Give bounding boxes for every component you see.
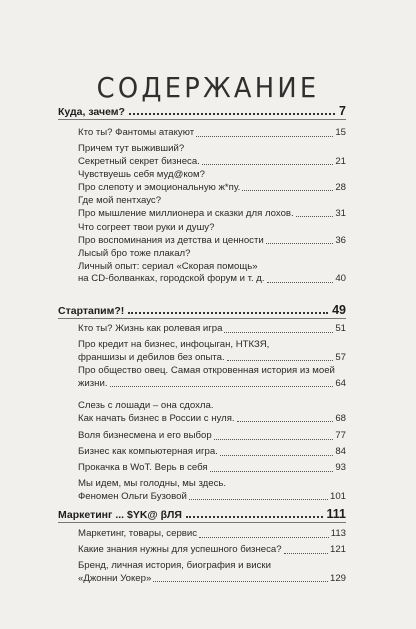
entry-text: Как начать бизнес в России с нуля.	[78, 412, 235, 424]
entry-line	[78, 446, 346, 459]
entry-line	[78, 208, 346, 221]
toc-entry[interactable]	[78, 365, 346, 390]
toc-entry[interactable]	[78, 169, 346, 194]
entry-text: Кто ты? Фантомы атакуют	[78, 127, 195, 138]
entry-text: Феномен Ольги Бузовой	[78, 490, 187, 502]
entry-line	[78, 273, 346, 286]
entry-line	[78, 573, 346, 586]
dot-leader	[242, 190, 333, 191]
entry-line: Слезь с лошади – она сдохла.	[78, 400, 214, 411]
toc-entry[interactable]	[78, 195, 346, 220]
entry-page-number: 129	[329, 572, 346, 584]
entry-text: Маркетинг, товары, сервис	[78, 528, 198, 539]
dot-leader	[199, 537, 329, 538]
entry-text: «Джонни Уокер»	[78, 572, 152, 584]
entry-line: Лысый бро тоже плакал?	[78, 248, 191, 259]
entry-line	[78, 462, 346, 475]
entry-text: Про воспоминания из детства и ценности	[78, 234, 264, 246]
entry-line	[78, 491, 346, 504]
toc-entry[interactable]	[78, 248, 346, 286]
dot-leader	[266, 243, 334, 244]
dot-leader	[196, 136, 333, 137]
entry-text: Секретный секрет бизнеса.	[78, 155, 200, 167]
entry-page-number: 36	[335, 234, 346, 246]
entry-line	[78, 323, 346, 336]
entry-line	[78, 182, 346, 195]
toc-entry[interactable]	[78, 446, 346, 459]
entry-line: Что согреет твои руки и душу?	[78, 222, 215, 233]
chapter-rule	[58, 522, 346, 523]
entry-line	[78, 378, 346, 391]
chapter-page-number: 49	[332, 303, 346, 317]
entry-line: Про кредит на бизнес, инфоцыган, НТКЗЯ,	[78, 339, 270, 350]
entry-page-number: 28	[335, 181, 346, 193]
entry-page-number: 101	[329, 490, 346, 502]
dot-leader	[220, 455, 334, 456]
toc-entry[interactable]	[78, 323, 346, 336]
dot-leader	[224, 332, 333, 333]
chapter-title: Маркетинг ... $YK@ βЛЯ	[58, 509, 182, 521]
toc-entry[interactable]	[78, 339, 346, 364]
entry-line	[78, 430, 346, 443]
entry-line: Чувствуешь себя муд@ком?	[78, 169, 205, 180]
chapter-title: Куда, зачем?	[58, 106, 125, 118]
entry-line: Причем тут выживший?	[78, 143, 185, 154]
entry-page-number: 68	[335, 412, 346, 424]
entry-page-number: 21	[335, 155, 346, 167]
toc-entry[interactable]	[78, 462, 346, 475]
chapter-page-number: 111	[326, 507, 346, 521]
entry-line: Бренд, личная история, биография и виски	[78, 560, 271, 571]
dot-leader	[128, 312, 328, 314]
entry-text: франшизы и дебилов без опыта.	[78, 351, 225, 363]
entry-text: Бизнес как компьютерная игра.	[78, 446, 218, 457]
entry-line	[78, 156, 346, 169]
entry-line: Где мой пентхаус?	[78, 195, 162, 206]
entry-line: Личный опыт: сериал «Скорая помощь»	[78, 260, 258, 272]
entry-text: Кто ты? Жизнь как ролевая игра	[78, 323, 223, 334]
toc-entry[interactable]	[78, 127, 346, 140]
toc-entry[interactable]	[78, 400, 346, 425]
chapter-page-number: 7	[339, 104, 346, 118]
entry-page-number: 93	[335, 462, 346, 473]
entry-text: Про слепоту и эмоциональную ж*пу.	[78, 181, 241, 193]
entry-line	[78, 352, 346, 365]
entry-text: Воля бизнесмена и его выбор	[78, 430, 212, 441]
entry-line	[78, 413, 346, 426]
toc-entry[interactable]	[78, 430, 346, 443]
dot-leader	[189, 499, 328, 500]
dot-leader	[210, 471, 334, 472]
toc-entry[interactable]	[78, 528, 346, 541]
entry-text: на CD-болванках, городской форум и т. д.	[78, 273, 265, 285]
entry-line: Про общество овец. Самая откровенная история из моей	[78, 365, 335, 376]
dot-leader	[186, 516, 323, 518]
entry-page-number: 15	[335, 127, 346, 138]
entry-text: Прокачка в WoT. Верь в себя	[78, 462, 208, 473]
page-title: СОДЕРЖАНИЕ	[96, 70, 320, 104]
toc-entry[interactable]	[78, 560, 346, 585]
toc-entry[interactable]	[78, 544, 346, 557]
dot-leader	[284, 553, 328, 554]
toc-entry[interactable]	[78, 143, 346, 168]
dot-leader	[296, 216, 334, 217]
dot-leader	[214, 439, 334, 440]
dot-leader	[129, 113, 335, 115]
dot-leader	[110, 386, 334, 387]
dot-leader	[267, 282, 334, 283]
entry-page-number: 121	[329, 544, 346, 555]
entry-page-number: 57	[335, 351, 346, 363]
entry-line: Мы идем, мы голодны, мы здесь.	[78, 478, 227, 489]
entry-page-number: 51	[335, 323, 346, 334]
chapter-rule	[58, 318, 346, 319]
dot-leader	[153, 581, 328, 582]
entry-page-number: 84	[335, 446, 346, 457]
chapter-rule	[58, 119, 346, 120]
chapter-title: Стартапим?!	[58, 305, 125, 317]
toc-entry[interactable]	[78, 478, 346, 503]
chapter-heading[interactable]	[58, 104, 346, 118]
dot-leader	[202, 164, 333, 165]
entry-text: Какие знания нужны для успешного бизнеса?	[78, 544, 282, 555]
dot-leader	[227, 360, 334, 361]
chapter-heading[interactable]	[58, 303, 346, 317]
entry-page-number: 40	[335, 273, 346, 285]
entry-line	[78, 528, 346, 541]
entry-page-number: 113	[330, 528, 346, 539]
entry-line	[78, 235, 346, 248]
entry-page-number: 31	[335, 207, 346, 219]
toc-entry[interactable]	[78, 222, 346, 247]
dot-leader	[237, 421, 334, 422]
entry-line	[78, 544, 346, 557]
entry-text: Про мышление миллионера и сказки для лохов.	[78, 207, 294, 219]
entry-page-number: 77	[335, 430, 346, 441]
chapter-heading[interactable]	[58, 507, 346, 521]
entry-text: жизни.	[78, 377, 108, 389]
entry-line	[78, 127, 346, 140]
entry-page-number: 64	[335, 377, 346, 389]
